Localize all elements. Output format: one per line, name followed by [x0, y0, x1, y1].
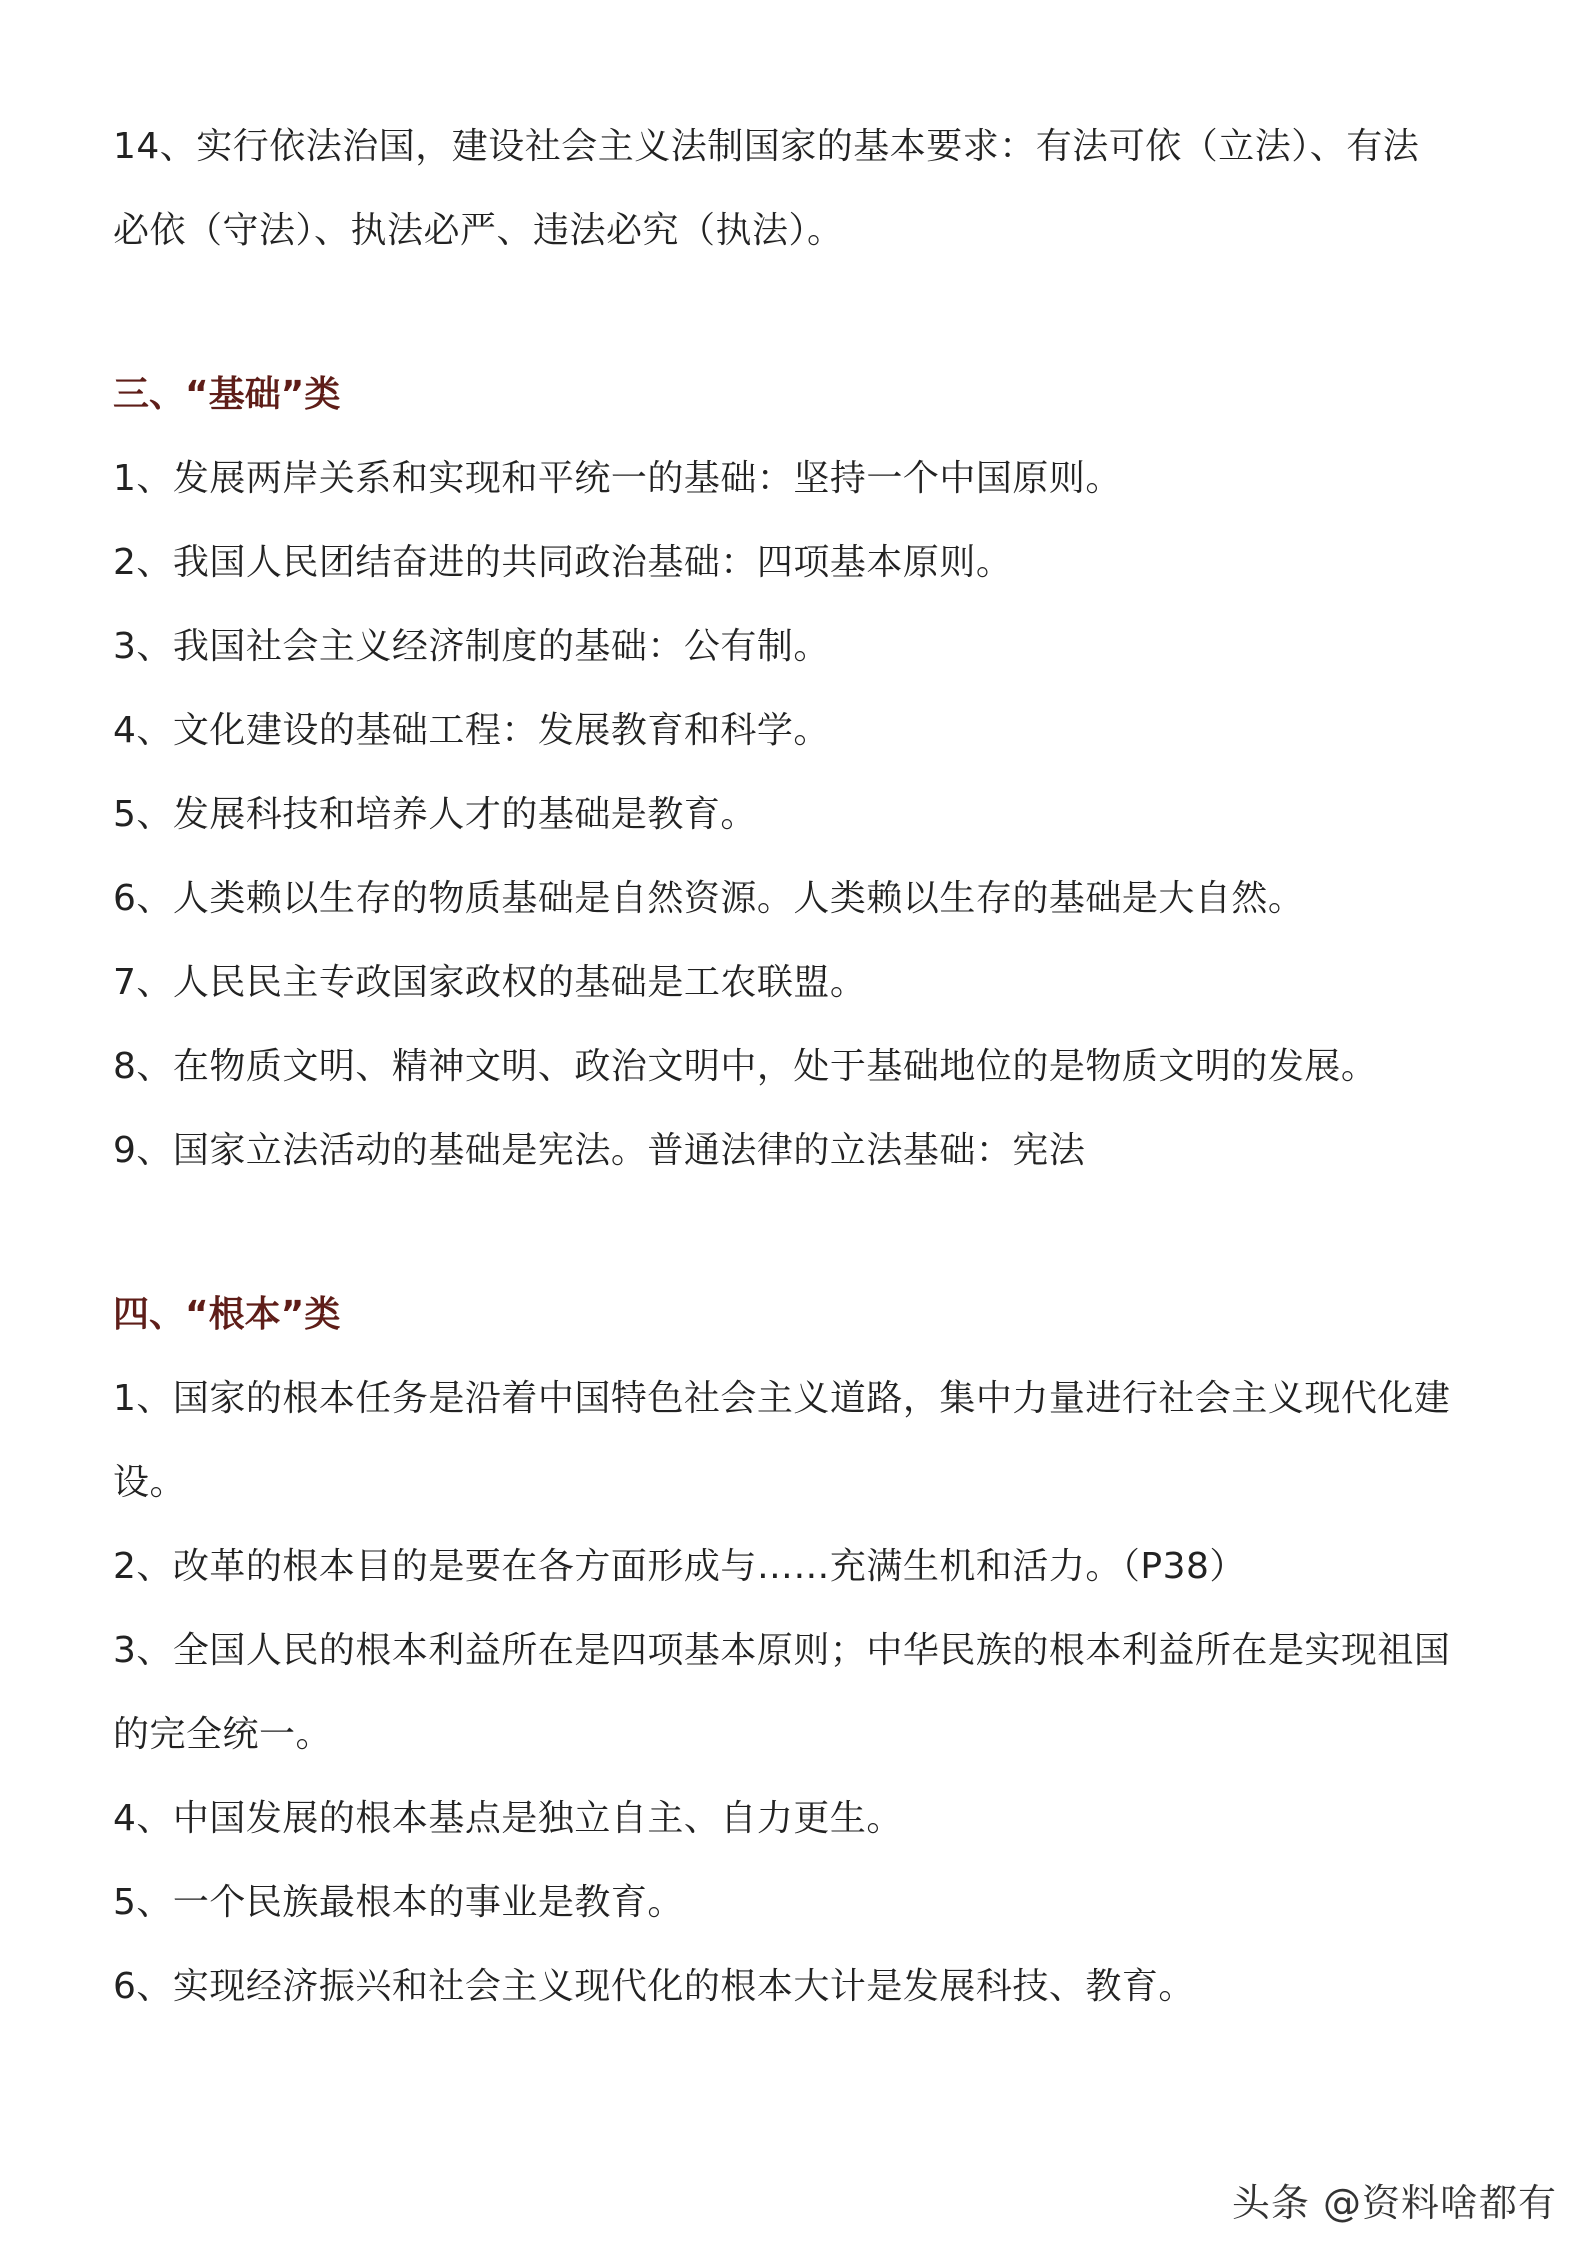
section3-item-1: 1、发展两岸关系和实现和平统一的基础：坚持一个中国原则。	[113, 458, 1122, 499]
item14-line1: 14、实行依法治国，建设社会主义法制国家的基本要求：有法可依（立法）、有法	[113, 126, 1420, 167]
section4-heading: 四、“根本”类	[113, 1294, 341, 1335]
section3-item-8: 8、在物质文明、精神文明、政治文明中，处于基础地位的是物质文明的发展。	[113, 1046, 1378, 1087]
section4-item-3-line1: 3、全国人民的根本利益所在是四项基本原则；中华民族的根本利益所在是实现祖国	[113, 1630, 1451, 1671]
section4-item-2: 2、改革的根本目的是要在各方面形成与……充满生机和活力。（P38）	[113, 1546, 1246, 1587]
section4-item-4: 4、中国发展的根本基点是独立自主、自力更生。	[113, 1798, 903, 1839]
source-watermark: 头条 @资料啥都有	[1231, 2181, 1557, 2225]
section4-item-1-line1: 1、国家的根本任务是沿着中国特色社会主义道路，集中力量进行社会主义现代化建	[113, 1378, 1451, 1419]
section3-heading: 三、“基础”类	[113, 374, 341, 415]
section3-item-5: 5、发展科技和培养人才的基础是教育。	[113, 794, 757, 835]
item14-line2: 必依（守法）、执法必严、违法必究（执法）。	[113, 210, 844, 251]
section3-item-9: 9、国家立法活动的基础是宪法。普通法律的立法基础：宪法	[113, 1130, 1086, 1171]
section4-item-6: 6、实现经济振兴和社会主义现代化的根本大计是发展科技、教育。	[113, 1966, 1195, 2007]
section3-item-6: 6、人类赖以生存的物质基础是自然资源。人类赖以生存的基础是大自然。	[113, 878, 1305, 919]
section3-item-7: 7、人民民主专政国家政权的基础是工农联盟。	[113, 962, 867, 1003]
section3-item-4: 4、文化建设的基础工程：发展教育和科学。	[113, 710, 830, 751]
section4-item-1-line2: 设。	[113, 1462, 187, 1503]
section4-item-3-line2: 的完全统一。	[113, 1714, 333, 1755]
document-content	[113, 105, 1493, 2029]
section3-item-3: 3、我国社会主义经济制度的基础：公有制。	[113, 626, 830, 667]
section4-item-5: 5、一个民族最根本的事业是教育。	[113, 1882, 684, 1923]
section3-item-2: 2、我国人民团结奋进的共同政治基础：四项基本原则。	[113, 542, 1013, 583]
